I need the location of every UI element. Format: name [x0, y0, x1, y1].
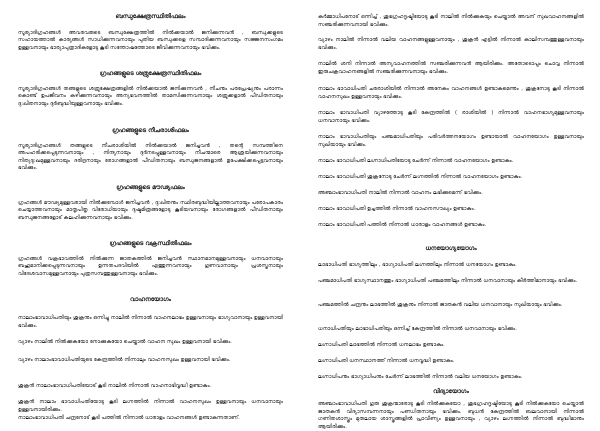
section-heading-moudhya: ഗ്രഹങ്ങളുടെ മൗഢ്യഫലം	[116, 184, 185, 191]
vahana-continued-item: നാലാം ഭാവാധിപതിയും പഞ്ചമാധിപതിയും പരിവർത്തനയോഗം ഉണ്ടായാൽ വാഹനയോഗം ഉള്ളവനായും സുഖിയായും ഭവിക്കും.	[318, 134, 584, 148]
dhana-item: പഞ്ചമത്തിൽ ചന്ദ്രനും ലാഭത്തിൽ ശുക്രനും നിന്നാൽ ജാതകൻ വലിയ ധനവാനായും സുഖിയായും ഭവിക്കും.	[318, 302, 563, 308]
vahana-continued-item: നാലാം ഭാവാധിപതി വ്യാഴത്തോടു കൂടി കേന്ദ്രത്തിൽ ( രാശിയിൽ ) നിന്നാൽ വാഹനഭാഗ്യമുള്ളവനായും ധനവാനായും ഭവിക്കും.	[318, 110, 584, 124]
dhana-item: ലഗ്നാധിപനും ഭാഗ്യാധിപനും ചേർന്ന് ലാഭത്തിൽ നിന്നാൽ വലിയ ധനയോഗം ഉണ്ടാകും.	[318, 374, 523, 380]
dhana-item: ലഗ്നാധിപതി ധനസ്ഥാനത്ത് നിന്നാൽ ധനവൃദ്ധി ഉണ്ടാകും.	[318, 358, 455, 364]
vahana-continued-item: നാലാം ഭാവാധിപതി ചരരാശിയിൽ നിന്നാൽ അനേകം വാഹനങ്ങൾ ഉണ്ടാകുമെന്നും , ശുക്രനോടു കൂടി നിന്നാൽ വാഹനസുഖം ഉള്ളവനായും ഭവിക്കും.	[318, 86, 584, 100]
vahana-item: ശുക്രൻ നാലാംഭാവാധിപതിയോട് കൂടി നാലിൽ നിന്നാൽ വാഹനാഭിവൃദ്ധി ഉണ്ടാകും.	[18, 383, 212, 389]
vahana-item: വ്യാഴം നാലിൽ നിൽക്കുകയോ നോക്കുകയോ ചെയ്താൽ വാഹന സുഖം ഉള്ളവനായി ഭവിക്കും.	[18, 339, 232, 345]
section-heading-bandhu: ബന്ധുക്ഷേത്രസ്ഥിതിഫലം	[115, 13, 186, 20]
vahana-item: നാലാംഭാവാധിപതിയും ശുക്രനും ഒന്നിച്ചു നാലിൽ നിന്നാൽ വാഹനലാഭം ഉള്ളവനായും ഭാഗ്യവാനായും ഉള്ളവനായി ഭവിക്കും.	[18, 315, 283, 329]
section-heading-vidya: വിദ്യായോഗം	[433, 388, 469, 395]
vahana-item: ശുക്രൻ നാലാം ഭാവാധിപതിയോടു കൂടി ലഗ്നത്തിൽ നിന്നാൽ വാഹനസുഖം ഉള്ളവനായും ധനവാനായും ഉള്ളവനായിരിക്കും.	[18, 399, 283, 413]
dhana-item: ലാഭാധിപതി ഭാഗ്യത്തിലും , ഭാഗ്യാധിപതി ലഗ്നത്തിലും നിന്നാൽ ധനയോഗം ഉണ്ടാകും.	[318, 262, 517, 268]
vahana-item: വ്യാഴം നാലാംഭാവാധിപതിയുടെ കേന്ദ്രത്തിൽ നിന്നാലും വാഹനസുഖം ഉള്ളവനായി ഭവിക്കും.	[18, 357, 231, 363]
section-body-shatru: സൂര്യാദിഗ്രഹങ്ങൾ തങ്ങളുടെ ശത്രുക്ഷേത്രങ്ങളിൽ നിൽക്കയാൽ ജനിക്കുന്നവൻ , നീചനും പരപ്രേഷ്യനും പരാന്നം കൊണ്ട് ഉപജീവനം കഴിക്കുന്നവനായും അന്യഭവനത്തിൽ താമസിക്കുന്നവനായും ശത്രുക്കളാൽ പീഡിതനായും ദു:ഖിതനായും ദുർബുദ്ധിയുള്ളവനായും ഭവിക്കും.	[18, 86, 283, 107]
vahana-continued-item: നാലാം ഭാവാധിപതി ശുക്രനോടു ചേർന്ന് ലഗ്നത്തിൽ നിന്നാൽ വാഹനയോഗം ഉണ്ടാകും.	[318, 174, 523, 180]
dhana-item: ലഗ്നാധിപതി ലാഭത്തിൽ നിന്നാൽ ധനലാഭം ഉണ്ടാകും.	[318, 342, 445, 348]
dhana-item: ധനാധിപതിയും ലാഭാധിപതിയും ഒന്നിച്ച് കേന്ദ്രത്തിൽ നിന്നാൽ ധനവാനായും ഭവിക്കും.	[318, 326, 517, 332]
section-body-vakra: ഗ്രഹങ്ങൾ വക്രഭാവത്തിൽ നിൽക്കുന്ന ജാതകത്തിൽ ജനിച്ചവൻ സ്ഥാനമാനമുള്ളവനായും ധനവാനായും ബഹുമാനിക്കപ്പെടുന്നവനായും ഉന്നതപദവിയിൽ എത്തുന്നവനായും ഗുണവാനായും പ്രശസ്തനായും വിദേശവാസമുള്ളവനായും പുത്രസമ്പത്തുള്ളവനായും ഭവിക്കും.	[18, 256, 283, 277]
section-body-bandhu: സൂര്യാദിഗ്രഹങ്ങൾ അവരവരുടെ ബന്ധുക്ഷേത്രത്തിൽ നിൽക്കയാൽ ജനിക്കുന്നവൻ , ബന്ധുക്കളുടെ സഹായത്താൽ കാര്യങ്ങൾ സാധിക്കുന്നവനായും പുതിയ ബന്ധുക്കളെ സമ്പാദിക്കുന്നവനായും സജ്ജനസംഗമം ഉള്ളവനായും ഭാര്യാപുത്രാദികളോടു കൂടി സന്തോഷത്തോടെ ജീവിക്കുന്നവനായും ഭവിക്കും.	[18, 30, 283, 51]
vahana-continued-item: നാലാം ഭാവാധിപതി ലഗ്നാധിപതിയോടു ചേർന്ന് നിന്നാൽ വാഹനയോഗം ഉണ്ടാകും.	[318, 158, 514, 164]
section-body-moudhya: ഗ്രഹങ്ങൾ മൗഢ്യമുള്ളവരായി നിൽക്കുമ്പോൾ ജനിച്ചവൻ , ദു:ഖിതനും സ്ഥിരബുദ്ധിയില്ലാത്തവനായും പരോപകാരം ചെയ്യാത്തവനായും മാതൃപിതൃ വിരോധിയായും ദുഷ്ടമിത്രങ്ങളോടു കൂടിയവനായും രോഗങ്ങളാൽ പീഡിതനായും ബന്ധുജനങ്ങളോട് കലഹിക്കുന്നവനായും ഭവിക്കും.	[18, 200, 283, 221]
section-heading-vahana: വാഹനയോഗം	[129, 296, 172, 303]
section-heading-shatru: ഗ്രഹങ്ങളുടെ ശത്രുക്ഷേത്രസ്ഥിതിഫലം	[99, 70, 202, 77]
vahana-item: നാലാംഭാവാധിപതി ചന്ദ്രനോട് കൂടി പത്തിൽ നിന്നാൽ ധാരാളം വാഹനങ്ങൾ ഉണ്ടാകുന്നതാണ്.	[18, 415, 240, 421]
section-heading-vakra: ഗ്രഹങ്ങളുടെ വക്രസ്ഥിതിഫലം	[109, 240, 192, 247]
dhana-item: പഞ്ചമാധിപതി ഭാഗ്യസ്ഥാനത്തും ഭാഗ്യാധിപതി പഞ്ചമത്തിലും നിന്നാൽ ധനവാനായും കീർത്തിമാനായും ഭവിക്കും.	[318, 278, 578, 284]
vahana-continued-item: നാലാം ഭാവാധിപതി പത്തിൽ നിന്നാൽ ധാരാളം വാഹനങ്ങൾ ഉണ്ടാകും.	[318, 222, 487, 228]
section-heading-dhana: ധനയോഗ്യയോഗം	[425, 245, 477, 252]
vahana-continued-item: കർമ്മാധിപനോട് ഒന്നിച്ച് , ശുഭഗ്രഹദൃഷ്ടിയോടു കൂടി നാലിൽ നിൽക്കുകയും ചെയ്താൽ അവന് സുഖവാഹനങ്ങളിൽ സഞ്ചരിക്കുന്നവനായി ഭവിക്കും.	[318, 14, 584, 28]
vahana-continued-item: അഞ്ചാംഭാവാധിപതി നാലിൽ നിന്നാൽ വാഹനം ലഭിക്കുമെന്ന് ഭവിക്കും.	[318, 190, 483, 196]
section-heading-neecha: ഗ്രഹങ്ങളുടെ നീചരാശിഫലം	[112, 127, 189, 134]
vahana-continued-item: നാലിൽ ശനി നിന്നാൽ അന്യവാഹനത്തിൽ സഞ്ചരിക്കുന്നവൻ ആയിരിക്കും. അതോടൊപ്പം ചൊവ്വ നിന്നാൽ ഇരുചക്രവാഹനങ്ങളിൽ സഞ്ചരിക്കുന്നവനായും ഭവിക്കും.	[318, 61, 584, 75]
section-body-vidya: അഞ്ചാംഭാവാധിപതി ഗുരു ശുക്രന്മാരോടു കൂടി നിൽക്കുകയോ , ശുഭഗ്രഹദൃഷ്ടിയോടു കൂടി നിൽക്കുകയോ ചെയ്താൽ ജാതകൻ വിദ്യാസമ്പന്നനായും പണ്ഡിതനായും ഭവിക്കും. ബുധൻ കേന്ദ്രത്തിൽ ബലവാനായി നിന്നാൽ ഗണിതശാസ്ത്രം മുതലായ ശാസ്ത്രങ്ങളിൽ പ്രാവീണ്യം ഉള്ളവനായും , വ്യാഴം ലഗ്നത്തിൽ നിന്നാൽ ബുദ്ധിമാനും ആയിരിക്കും.	[318, 401, 584, 430]
vahana-continued-item: നാലാം ഭാവാധിപതി ഉച്ചത്തിൽ നിന്നാൽ വാഹനസൗഖ്യം ഉണ്ടാകും.	[318, 206, 476, 212]
vahana-continued-item: വ്യാഴം നാലിൽ നിന്നാൽ വലിയ വാഹനങ്ങളുള്ളവനായും , ശുക്രൻ എട്ടിൽ നിന്നാൽ കാലിസമ്പത്തുള്ളവനായും ഭവിക്കും.	[318, 37, 584, 51]
section-body-neecha: സൂര്യാദിഗ്രഹങ്ങൾ തങ്ങളുടെ നീചരാശിയിൽ നിൽക്കയാൽ ജനിച്ചവൻ , തന്റെ സമ്പത്തിനെ അപഹരിക്കപ്പെടുന്നവനായും , നിന്ദ്യനായും ദുർനടപ്പുള്ളവനായും നീചന്മാരെ ആശ്രയിക്കുന്നവനായും നിത്യദു:ഖമുള്ളവനായും ദരിദ്രനായും രോഗങ്ങളാൽ പീഡിതനായും ബന്ധുജനങ്ങളാൽ ഉപേക്ഷിക്കപ്പെട്ടവനായും ഭവിക്കും.	[18, 143, 283, 172]
